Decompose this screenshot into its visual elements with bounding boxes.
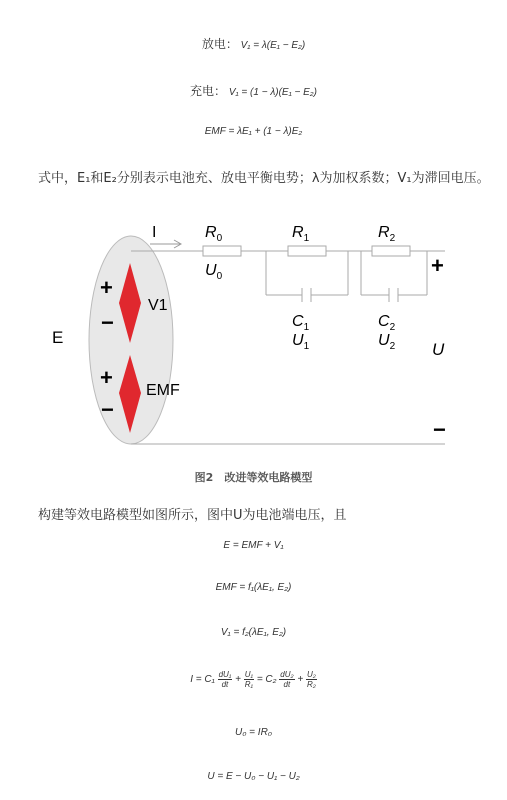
current-label: I [152, 224, 157, 241]
r1-resistor [288, 246, 326, 256]
paragraph-symbols: 式中，E₁和E₂分别表示电池充、放电平衡电势；λ为加权系数；V₁为滞回电压。 [38, 171, 490, 186]
plus-terminal: + [431, 253, 444, 278]
r0-label: $R_0$ [205, 224, 223, 244]
equation-u: U = E − U₀ − U₁ − U₂ [207, 771, 300, 782]
fraction-du1-dt: $\frac{\text{dU₁}}{dt}$ [218, 670, 232, 689]
fraction-u2-r2: $\frac{\text{U₂}}{\text{R₂}}$ [306, 670, 316, 689]
c1-label: $C_1$ [292, 313, 310, 333]
equation-u0: U₀ = IR₀ [234, 727, 273, 738]
e-label: E [52, 328, 64, 347]
discharge-equation [0, 35, 507, 52]
u1-label: $U_1$ [292, 332, 310, 352]
discharge-label: 放电： [201, 37, 238, 51]
eq4-plus-1: + [235, 674, 241, 686]
c2-label: $C_2$ [378, 313, 396, 333]
u0-label: $U_0$ [205, 262, 223, 282]
emf-expression: EMF = λE₁ + (1 − λ)E₂ [204, 126, 303, 137]
equation-emf-function: EMF = f₁(λE₁, E₂) [215, 582, 292, 593]
u-terminal-label: U [432, 340, 445, 359]
eq4-plus-2: + [297, 674, 304, 686]
discharge-expression: V₁ = λ(E₁ − E₂) [240, 40, 306, 51]
emf-plus: + [100, 365, 113, 390]
equation-current [0, 670, 507, 689]
emf-equation [0, 126, 507, 137]
figure-caption: 图2 改进等效电路模型 [194, 471, 313, 484]
charge-label: 充电： [190, 84, 227, 98]
equation-e: E = EMF + V₁ [223, 540, 284, 551]
r1-label: $R_1$ [292, 224, 310, 244]
equivalent-circuit-diagram [0, 215, 507, 465]
v1-plus: + [100, 275, 113, 300]
charge-expression: V₁ = (1 − λ)(E₁ − E₂) [228, 87, 317, 98]
v1-minus: − [101, 310, 114, 335]
charge-equation [0, 82, 507, 99]
emf-minus: − [101, 397, 114, 422]
eq4-left: I = C₁ [190, 674, 215, 686]
equation-v1-function: V₁ = f₂(λE₁, E₂) [220, 627, 287, 638]
r0-resistor [203, 246, 241, 256]
fraction-du2-dt: $\frac{\text{dU₂}}{dt}$ [280, 670, 294, 689]
r2-label: $R_2$ [378, 224, 396, 244]
u2-label: $U_2$ [378, 332, 396, 352]
fraction-u1-r1: $\frac{\text{U₁}}{\text{R₁}}$ [244, 670, 254, 689]
v1-label: V1 [148, 297, 168, 314]
emf-label: EMF [146, 382, 180, 399]
paragraph-model: 构建等效电路模型如图所示，图中U为电池端电压，且 [38, 508, 347, 523]
r2-resistor [372, 246, 410, 256]
minus-terminal: − [433, 417, 446, 442]
eq4-mid: = C₂ [256, 674, 277, 686]
